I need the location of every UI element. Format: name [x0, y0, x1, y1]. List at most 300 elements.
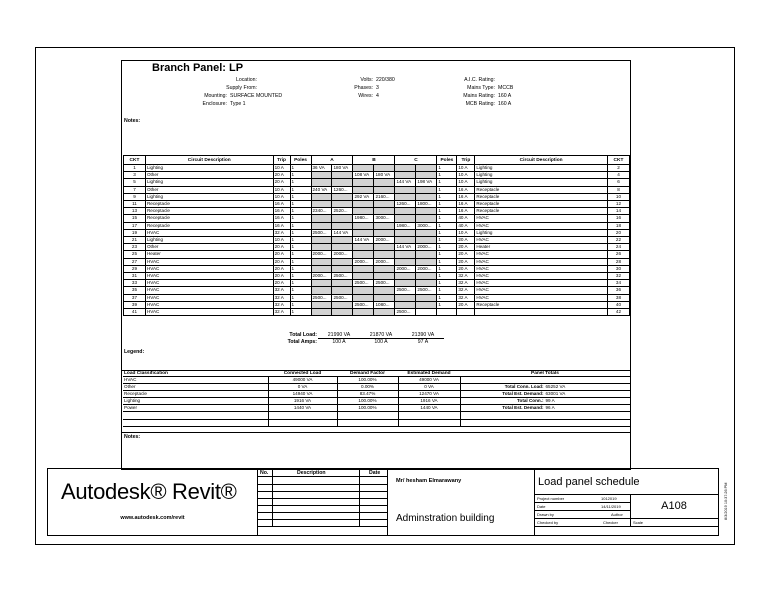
panel-total-cell: [460, 377, 630, 384]
checked-by-value: Checker: [603, 520, 618, 525]
load-cell: 83.47%: [337, 391, 398, 398]
circuit-cell: 1: [290, 201, 311, 208]
load-table: [123, 371, 630, 427]
mounting-value: SURFACE MOUNTED: [230, 93, 283, 99]
load-cell: 1440 VA: [398, 405, 460, 412]
circuit-cell: 10 A: [273, 237, 290, 244]
circuit-cell: 31: [124, 273, 146, 280]
circuit-cell: [416, 165, 437, 172]
circuit-row: [124, 215, 630, 222]
circuit-cell: HVAC: [475, 237, 608, 244]
enclosure-value: Type 1: [230, 101, 246, 107]
circuit-cell: 1: [437, 186, 457, 193]
circuit-cell: [374, 287, 395, 294]
circuit-cell: 35: [124, 287, 146, 294]
header-ckt-right: CKT: [607, 156, 629, 165]
load-cell: 1916 VA: [398, 398, 460, 405]
panel-title: Branch Panel: LP: [152, 62, 244, 74]
circuit-cell: 32 A: [273, 229, 290, 236]
circuit-cell: HVAC: [475, 294, 608, 301]
circuit-cell: 2160...: [374, 193, 395, 200]
supply-label: Supply From:: [226, 85, 257, 91]
panel-total-value: 99 A: [545, 398, 555, 404]
circuit-cell: 1260...: [395, 201, 416, 208]
circuit-cell: [416, 215, 437, 222]
circuit-cell: [311, 244, 332, 251]
circuit-cell: [332, 201, 353, 208]
total-amps-c: 97 A: [417, 339, 429, 345]
circuit-cell: [311, 309, 332, 316]
circuit-cell: 6: [607, 179, 629, 186]
circuit-row: [124, 265, 630, 272]
circuit-cell: [395, 273, 416, 280]
circuit-cell: 240 VA: [311, 186, 332, 193]
header-desc-left: Circuit Description: [145, 156, 273, 165]
circuit-cell: 1: [437, 215, 457, 222]
circuit-cell: 1: [437, 229, 457, 236]
circuit-cell: HVAC: [475, 280, 608, 287]
circuit-cell: HVAC: [145, 309, 273, 316]
circuit-cell: 16 A: [457, 193, 475, 200]
circuit-cell: 1: [437, 172, 457, 179]
circuit-cell: Heater: [145, 251, 273, 258]
load-cell: [398, 412, 460, 419]
circuit-cell: 1980...: [395, 222, 416, 229]
circuit-cell: [353, 273, 374, 280]
panel-total-cell: [460, 419, 630, 426]
circuit-cell: [416, 273, 437, 280]
circuit-cell: 2500...: [332, 273, 353, 280]
header-ckt-left: CKT: [124, 156, 146, 165]
panel-total-cell: [460, 412, 630, 419]
total-amps-a: 100 A: [332, 339, 346, 345]
circuit-cell: 7: [124, 186, 146, 193]
project-number-value: 1012019: [601, 496, 617, 501]
circuit-cell: Receptacle: [145, 208, 273, 215]
circuit-cell: Other: [145, 244, 273, 251]
mcb-label: MCB Rating:: [465, 101, 495, 107]
load-cell: Other: [123, 384, 268, 391]
circuit-cell: Receptacle: [475, 186, 608, 193]
circuit-cell: 39: [124, 301, 146, 308]
load-cell: 0 VA: [398, 384, 460, 391]
circuit-cell: [395, 301, 416, 308]
header-trip-right: Trip: [457, 156, 475, 165]
circuit-cell: 1: [437, 301, 457, 308]
circuit-cell: 38: [607, 294, 629, 301]
circuit-row: [124, 165, 630, 172]
circuit-row: [124, 280, 630, 287]
circuit-cell: 1: [437, 244, 457, 251]
circuit-cell: 2500...: [395, 287, 416, 294]
circuit-cell: 25: [124, 251, 146, 258]
circuit-cell: [374, 273, 395, 280]
circuit-cell: [332, 287, 353, 294]
wires-label: Wires:: [358, 93, 373, 99]
circuit-cell: [332, 280, 353, 287]
circuit-cell: [353, 208, 374, 215]
load-cell: [123, 419, 268, 426]
circuit-cell: [374, 309, 395, 316]
panel-total-cell: [460, 384, 630, 391]
circuit-cell: [416, 309, 437, 316]
circuit-cell: [311, 258, 332, 265]
circuit-cell: 20 A: [273, 179, 290, 186]
panel-total-label: Total Est. Demand:: [502, 405, 544, 411]
circuit-row: [124, 309, 630, 316]
circuit-cell: 1: [290, 294, 311, 301]
circuit-cell: 20 A: [273, 251, 290, 258]
load-cell: Receptacle: [123, 391, 268, 398]
load-row: [123, 405, 630, 412]
circuit-cell: 144 VA: [353, 237, 374, 244]
sheet-number: A108: [661, 500, 687, 512]
circuit-cell: 20 A: [273, 280, 290, 287]
circuit-cell: Receptacle: [145, 215, 273, 222]
circuit-cell: 1: [437, 165, 457, 172]
circuit-cell: 1: [437, 287, 457, 294]
total-load-label: Total Load:: [289, 332, 317, 338]
circuit-cell: 13: [124, 208, 146, 215]
load-cell: Lighting: [123, 398, 268, 405]
circuit-cell: [374, 208, 395, 215]
mains-type-label: Mains Type:: [467, 85, 495, 91]
circuit-cell: 20 A: [273, 273, 290, 280]
load-row: [123, 419, 630, 426]
circuit-cell: Lighting: [475, 179, 608, 186]
circuit-cell: 32 A: [457, 273, 475, 280]
title-block: [47, 468, 719, 536]
circuit-cell: [332, 193, 353, 200]
circuit-cell: [437, 309, 457, 316]
circuit-row: [124, 222, 630, 229]
circuit-cell: 16 A: [273, 208, 290, 215]
circuit-cell: 1: [290, 280, 311, 287]
circuit-cell: 144 VA: [395, 179, 416, 186]
header-phase-b: B: [353, 156, 395, 165]
circuit-cell: 16: [607, 215, 629, 222]
circuit-cell: 2000...: [311, 273, 332, 280]
circuit-cell: 144 VA: [395, 244, 416, 251]
circuit-cell: HVAC: [475, 273, 608, 280]
circuit-cell: [374, 222, 395, 229]
circuit-cell: [374, 244, 395, 251]
circuit-cell: 16 A: [457, 201, 475, 208]
circuit-cell: 36: [607, 287, 629, 294]
circuit-cell: 2500...: [353, 301, 374, 308]
load-cell: 49000 VA: [268, 377, 337, 384]
circuit-cell: 1: [290, 229, 311, 236]
circuit-cell: 5: [124, 179, 146, 186]
circuit-cell: [416, 251, 437, 258]
header-poles-right: Poles: [437, 156, 457, 165]
circuit-cell: [457, 309, 475, 316]
header-poles-left: Poles: [290, 156, 311, 165]
circuit-row: [124, 237, 630, 244]
circuit-cell: 1: [124, 165, 146, 172]
load-cell: 0 VA: [268, 384, 337, 391]
circuit-cell: Lighting: [145, 165, 273, 172]
circuit-cell: [395, 186, 416, 193]
circuit-cell: HVAC: [145, 273, 273, 280]
circuit-cell: 144 VA: [332, 229, 353, 236]
print-timestamp: 8/3/2019 10:37:26 PM: [724, 482, 728, 520]
mounting-label: Mounting:: [204, 93, 227, 99]
circuit-cell: 24: [607, 244, 629, 251]
panel-total-cell: [460, 405, 630, 412]
circuit-cell: 2340...: [311, 208, 332, 215]
circuit-cell: [416, 280, 437, 287]
circuit-cell: 32 A: [457, 287, 475, 294]
drawn-by-value: Author: [611, 512, 623, 517]
circuit-cell: 1: [290, 208, 311, 215]
circuit-cell: 11: [124, 201, 146, 208]
circuit-cell: HVAC: [145, 301, 273, 308]
total-amps-label: Total Amps:: [287, 339, 317, 345]
circuit-cell: 12: [607, 201, 629, 208]
circuit-row: [124, 273, 630, 280]
circuit-cell: 20 A: [457, 251, 475, 258]
circuit-cell: 2500...: [353, 280, 374, 287]
circuit-row: [124, 229, 630, 236]
load-cell: 12470 VA: [398, 391, 460, 398]
drawn-by-label: Drawn by: [537, 512, 554, 517]
circuit-cell: 2000...: [332, 251, 353, 258]
location-label: Location:: [235, 77, 257, 83]
load-row: [123, 391, 630, 398]
circuit-cell: 20 A: [457, 265, 475, 272]
circuit-cell: 14: [607, 208, 629, 215]
circuit-cell: 21: [124, 237, 146, 244]
circuit-cell: Lighting: [145, 237, 273, 244]
circuit-cell: [353, 186, 374, 193]
phases-value: 3: [376, 85, 379, 91]
circuit-cell: HVAC: [145, 265, 273, 272]
total-load-b: 21870 VA: [360, 332, 402, 339]
panel-schedule: [121, 60, 631, 470]
circuit-cell: 1: [290, 237, 311, 244]
circuit-cell: HVAC: [145, 294, 273, 301]
circuit-cell: 1: [437, 273, 457, 280]
circuit-cell: 20 A: [273, 244, 290, 251]
circuit-cell: 1: [437, 294, 457, 301]
circuit-cell: 4: [607, 172, 629, 179]
circuit-cell: 10 A: [273, 186, 290, 193]
circuit-cell: 34: [607, 280, 629, 287]
circuit-cell: [311, 172, 332, 179]
circuit-cell: [332, 222, 353, 229]
total-load-c: 21390 VA: [402, 332, 444, 339]
circuit-cell: [395, 294, 416, 301]
circuit-cell: Other: [145, 186, 273, 193]
circuit-cell: 2500...: [311, 229, 332, 236]
circuit-cell: 1: [437, 265, 457, 272]
panel-total-cell: [460, 391, 630, 398]
circuit-cell: 32 A: [273, 309, 290, 316]
circuit-cell: [332, 237, 353, 244]
circuit-cell: [311, 201, 332, 208]
aic-label: A.I.C. Rating:: [464, 77, 495, 83]
circuit-cell: 32 A: [273, 287, 290, 294]
circuit-cell: 3000...: [374, 215, 395, 222]
circuit-cell: 29: [124, 265, 146, 272]
circuit-cell: [395, 251, 416, 258]
circuit-cell: 40: [607, 301, 629, 308]
circuit-cell: HVAC: [145, 229, 273, 236]
circuit-cell: 10 A: [457, 172, 475, 179]
load-cell: 14940 VA: [268, 391, 337, 398]
circuit-cell: [374, 179, 395, 186]
circuit-cell: [353, 229, 374, 236]
circuit-cell: 3000...: [416, 222, 437, 229]
circuit-cell: [311, 280, 332, 287]
circuit-cell: HVAC: [145, 258, 273, 265]
circuit-cell: 1: [290, 179, 311, 186]
total-amps-b: 100 A: [374, 339, 388, 345]
circuit-cell: 20 A: [457, 244, 475, 251]
load-cell: [337, 419, 398, 426]
circuit-cell: Receptacle: [475, 301, 608, 308]
circuit-cell: 20 A: [457, 301, 475, 308]
load-cell: HVAC: [123, 377, 268, 384]
circuit-cell: [395, 229, 416, 236]
circuit-cell: 10 A: [457, 229, 475, 236]
circuit-cell: 16 A: [457, 186, 475, 193]
circuit-cell: 1: [437, 179, 457, 186]
circuit-cell: 18: [607, 222, 629, 229]
circuit-cell: [416, 208, 437, 215]
circuit-cell: 27: [124, 258, 146, 265]
circuit-cell: 16 A: [457, 208, 475, 215]
circuit-cell: 2000...: [416, 244, 437, 251]
header-trip-left: Trip: [273, 156, 290, 165]
circuit-cell: 1: [437, 208, 457, 215]
circuit-cell: Receptacle: [145, 222, 273, 229]
circuit-cell: [416, 294, 437, 301]
circuit-cell: HVAC: [475, 222, 608, 229]
circuit-cell: 10 A: [457, 165, 475, 172]
load-row: [123, 377, 630, 384]
circuit-cell: 20: [607, 229, 629, 236]
circuit-cell: [332, 244, 353, 251]
circuit-cell: [374, 201, 395, 208]
project-number-label: Project number: [537, 496, 565, 501]
circuit-cell: 32 A: [273, 301, 290, 308]
circuit-cell: 10 A: [457, 179, 475, 186]
circuit-cell: [353, 309, 374, 316]
circuit-cell: 2500...: [416, 287, 437, 294]
revit-logo: Autodesk® Revit®: [61, 479, 237, 504]
circuit-cell: 20 A: [457, 237, 475, 244]
circuit-cell: [353, 201, 374, 208]
panel-total-cell: [460, 398, 630, 405]
circuit-cell: 2000...: [374, 237, 395, 244]
load-cell: [268, 419, 337, 426]
circuit-cell: 1: [437, 222, 457, 229]
circuit-cell: 1: [290, 287, 311, 294]
circuit-cell: 20 A: [273, 172, 290, 179]
circuit-cell: 9: [124, 193, 146, 200]
load-cell: 49000 VA: [398, 377, 460, 384]
circuit-cell: 30: [607, 265, 629, 272]
panel-total-label: Total Est. Demand:: [502, 391, 544, 397]
circuit-cell: [395, 193, 416, 200]
circuit-cell: [374, 251, 395, 258]
circuit-cell: 2520...: [332, 208, 353, 215]
circuit-cell: 10: [607, 193, 629, 200]
circuit-cell: Lighting: [145, 193, 273, 200]
circuit-row: [124, 251, 630, 258]
panel-total-label: Total Conn.:: [517, 398, 544, 404]
circuit-cell: 1: [290, 244, 311, 251]
circuit-body: [124, 165, 630, 316]
load-cell: 100.00%: [337, 398, 398, 405]
circuit-cell: [311, 193, 332, 200]
circuit-cell: [353, 165, 374, 172]
circuit-cell: 19: [124, 229, 146, 236]
circuit-cell: 108 VA: [353, 172, 374, 179]
circuit-cell: HVAC: [145, 280, 273, 287]
circuit-cell: 1: [437, 193, 457, 200]
circuit-cell: 33: [124, 280, 146, 287]
total-load-a: 21990 VA: [318, 332, 360, 339]
circuit-row: [124, 244, 630, 251]
circuit-header-row: [124, 156, 630, 165]
circuit-cell: 23: [124, 244, 146, 251]
circuit-cell: HVAC: [475, 215, 608, 222]
circuit-cell: [353, 251, 374, 258]
load-cell: 0.00%: [337, 384, 398, 391]
circuit-cell: [311, 301, 332, 308]
circuit-cell: 3: [124, 172, 146, 179]
circuit-cell: 180 VA: [332, 165, 353, 172]
circuit-cell: 1: [437, 258, 457, 265]
circuit-cell: 17: [124, 222, 146, 229]
circuit-cell: Lighting: [475, 165, 608, 172]
circuit-row: [124, 186, 630, 193]
circuit-cell: 10 A: [273, 165, 290, 172]
circuit-cell: [374, 229, 395, 236]
panel-totals-header: Panel Totals: [460, 371, 630, 377]
circuit-cell: [395, 208, 416, 215]
circuit-cell: 1: [290, 273, 311, 280]
circuit-table: [123, 155, 630, 316]
enclosure-label: Enclosure:: [202, 101, 227, 107]
circuit-cell: 32 A: [457, 294, 475, 301]
circuit-cell: 1: [290, 222, 311, 229]
circuit-cell: 37: [124, 294, 146, 301]
circuit-cell: 32 A: [457, 280, 475, 287]
circuit-row: [124, 172, 630, 179]
circuit-cell: [395, 258, 416, 265]
panel-total-value: 63001 VA: [545, 391, 566, 397]
circuit-cell: [416, 237, 437, 244]
circuit-cell: 198 VA: [416, 179, 437, 186]
date-label: Date: [537, 504, 546, 509]
circuit-cell: 2500...: [332, 294, 353, 301]
load-row: [123, 398, 630, 405]
circuit-cell: 1: [290, 193, 311, 200]
circuit-cell: 15: [124, 215, 146, 222]
circuit-cell: 41: [124, 309, 146, 316]
load-cell: [123, 412, 268, 419]
circuit-cell: 1: [290, 215, 311, 222]
circuit-cell: HVAC: [475, 287, 608, 294]
circuit-row: [124, 258, 630, 265]
circuit-cell: [416, 186, 437, 193]
circuit-row: [124, 294, 630, 301]
circuit-cell: 16 A: [273, 201, 290, 208]
